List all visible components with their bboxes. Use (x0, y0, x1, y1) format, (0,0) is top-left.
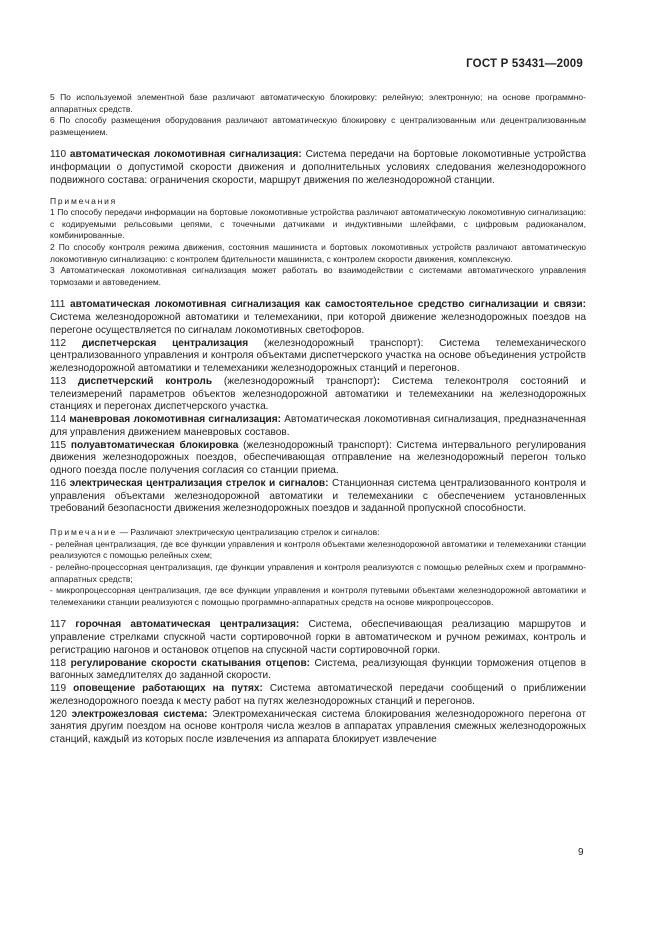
term-name: автоматическая локомотивная сигнализация как самостоятельное средство сигнализации и связи: (69, 299, 587, 311)
term-name: маневровая локомотивная сигнализация: (69, 414, 281, 426)
term-definition: Система телемеханического централизованного управления и контроля объектами диспетчерского участка на основе объединения устройств железнодорожной автоматики и телемеханики железнодорожных станций и перегонов. (50, 337, 586, 375)
term-definition: Система интервального регулирования движения железнодорожных поездов, обеспечивающая отправление на железнодорожный перегон только одного поезда после получения согласия со станции приема. (50, 439, 586, 477)
term-number: 112 (50, 337, 67, 349)
term-number: 118 (50, 657, 67, 669)
note-110-1: 1 По способу передачи информации на бортовые локомотивные устройства различают автоматическую локомотивную сигнализацию: с кодируемыми рельсовыми цепями, с точечными датчиками и индуктивными шлейфами, с цифровым радиоканалом, комбинированные. (50, 207, 586, 241)
term-115 (50, 440, 586, 478)
term-colon: : (376, 375, 381, 387)
term-number: 111 (50, 299, 66, 311)
note-116-item-2: - релейно-процессорная централизация, где функции управления и контроля реализуются с помощью релейных схем и программно-аппаратных средств; (50, 561, 586, 584)
term-112 (50, 338, 586, 376)
page-body (50, 92, 586, 747)
term-name: оповещение работающих на путях: (73, 683, 263, 695)
note-110-3: 3 Автоматическая локомотивная сигнализация может работать во взаимодействии с системами автоматического управления тормозами и автоведением. (50, 265, 586, 287)
term-name: горочная автоматическая централизация: (75, 619, 300, 631)
intro-note-6: 6 По способу размещения оборудования различают автоматическую блокировку с централизованным или децентрализованным размещением. (50, 115, 586, 137)
note-heading: Примечание (50, 527, 118, 538)
term-definition: Система железнодорожной автоматики и телемеханики, при которой движение железнодорожных поездов на перегоне осуществляется по сигналам локомотивных светофоров. (50, 312, 586, 336)
note-116 (50, 527, 586, 539)
term-number: 113 (50, 375, 67, 387)
term-name: полуавтоматическая блокировка (70, 439, 239, 451)
term-name: диспетчерская централизация (81, 337, 249, 349)
note-116-item-3: - микропроцессорная централизация, где все функции управления и контроля путевыми объектами железнодорожной автоматики и телемеханики станции реализуются с помощью программно-аппаратных средств на основе микропроцессоров. (50, 585, 586, 607)
term-114 (50, 414, 586, 440)
term-118 (50, 658, 586, 684)
term-120 (50, 709, 586, 747)
term-qualifier: (железнодорожный транспорт): (248, 337, 424, 349)
note-116-item-1: - релейная централизация, где все функции управления и контроля объектами железнодорожной автоматики и телемеханики станции реализуются с помощью релейных схем; (50, 538, 586, 561)
term-110 (50, 149, 586, 187)
term-definition: Система передачи на бортовые локомотивные устройства информации о допустимой скорости движения и дополнительных условиях следования железнодорожного подвижного состава: ограничения скорости, маршрут движения по железнодорожной станции. (50, 149, 586, 186)
term-definition: Автоматическая локомотивная сигнализация, предназначенная для управления движением маневровых составов. (50, 414, 586, 438)
term-name: электрическая централизация стрелок и сигналов: (69, 477, 329, 489)
term-qualifier: (железнодорожный транспорт): (238, 439, 392, 451)
term-name: автоматическая локомотивная сигнализация: (69, 149, 302, 161)
intro-note-5: 5 По используемой элементной базе различают автоматическую блокировку: релейную; электронную; на основе программно-аппаратных средств. (50, 92, 586, 114)
term-number: 116 (50, 477, 67, 489)
document-standard-number: ГОСТ Р 53431—2009 (466, 58, 583, 70)
term-number: 114 (50, 414, 67, 426)
term-117 (50, 619, 586, 657)
note-text: — Различают электрическую централизацию стрелок и сигналов: (117, 527, 380, 538)
term-number: 119 (50, 683, 67, 695)
term-definition: Станционная система централизованного контроля и управления объектами железнодорожной автоматики и телемеханики с обеспечением установленных требований безопасности движения железнодорожных поездов и заданной пропускной способности. (50, 477, 586, 515)
term-number: 110 (50, 149, 67, 161)
notes-heading: Примечания (50, 195, 118, 206)
term-119 (50, 683, 586, 709)
term-definition: Система, реализующая функции торможения отцепов в вагонных замедлителях до заданной скорости. (50, 657, 587, 682)
term-number: 120 (50, 708, 67, 720)
term-definition: Электромеханическая система блокирования железнодорожного перегона от занятия другим поездом на основе контроля числа жезлов в аппаратах управления смежных железнодорожных станций, каждый из которых после извлечения из аппарата блокирует извлечение (50, 708, 586, 746)
term-111 (50, 299, 586, 337)
term-definition: Система автоматической передачи сообщений о приближении железнодорожного поезда к месту работ на путях железнодорожных станций и перегонов. (50, 683, 586, 707)
term-name: диспетчерский контроль (77, 375, 213, 387)
note-110-2: 2 По способу контроля режима движения, состояния машиниста и бортовых локомотивных устройств различают автоматическую локомотивную сигнализацию: с контролем бдительности машиниста, с контролем скорости движения, комплексную. (50, 242, 586, 264)
term-number: 117 (50, 619, 67, 631)
term-name: регулирование скорости скатывания отцепов: (70, 657, 311, 669)
term-definition: Система, обеспечивающая реализацию маршрутов и управление стрелками спускной части сортировочной горки в автоматическом и ручном режимах, контроль и регистрацию нагонов и остановок отцепов на спускной части сортировочной горки. (50, 619, 586, 656)
term-113 (50, 376, 586, 414)
page-number: 9 (578, 847, 584, 858)
term-number: 115 (50, 439, 67, 451)
term-116 (50, 478, 586, 516)
term-definition: Система телеконтроля состояний и телеизмерений параметров объектов железнодорожной автоматики и телемеханики на железнодорожных станциях и перегонах диспетчерского участка. (50, 375, 587, 413)
term-name: электрожезловая система: (71, 708, 208, 720)
term-qualifier: (железнодорожный транспорт) (212, 375, 377, 387)
